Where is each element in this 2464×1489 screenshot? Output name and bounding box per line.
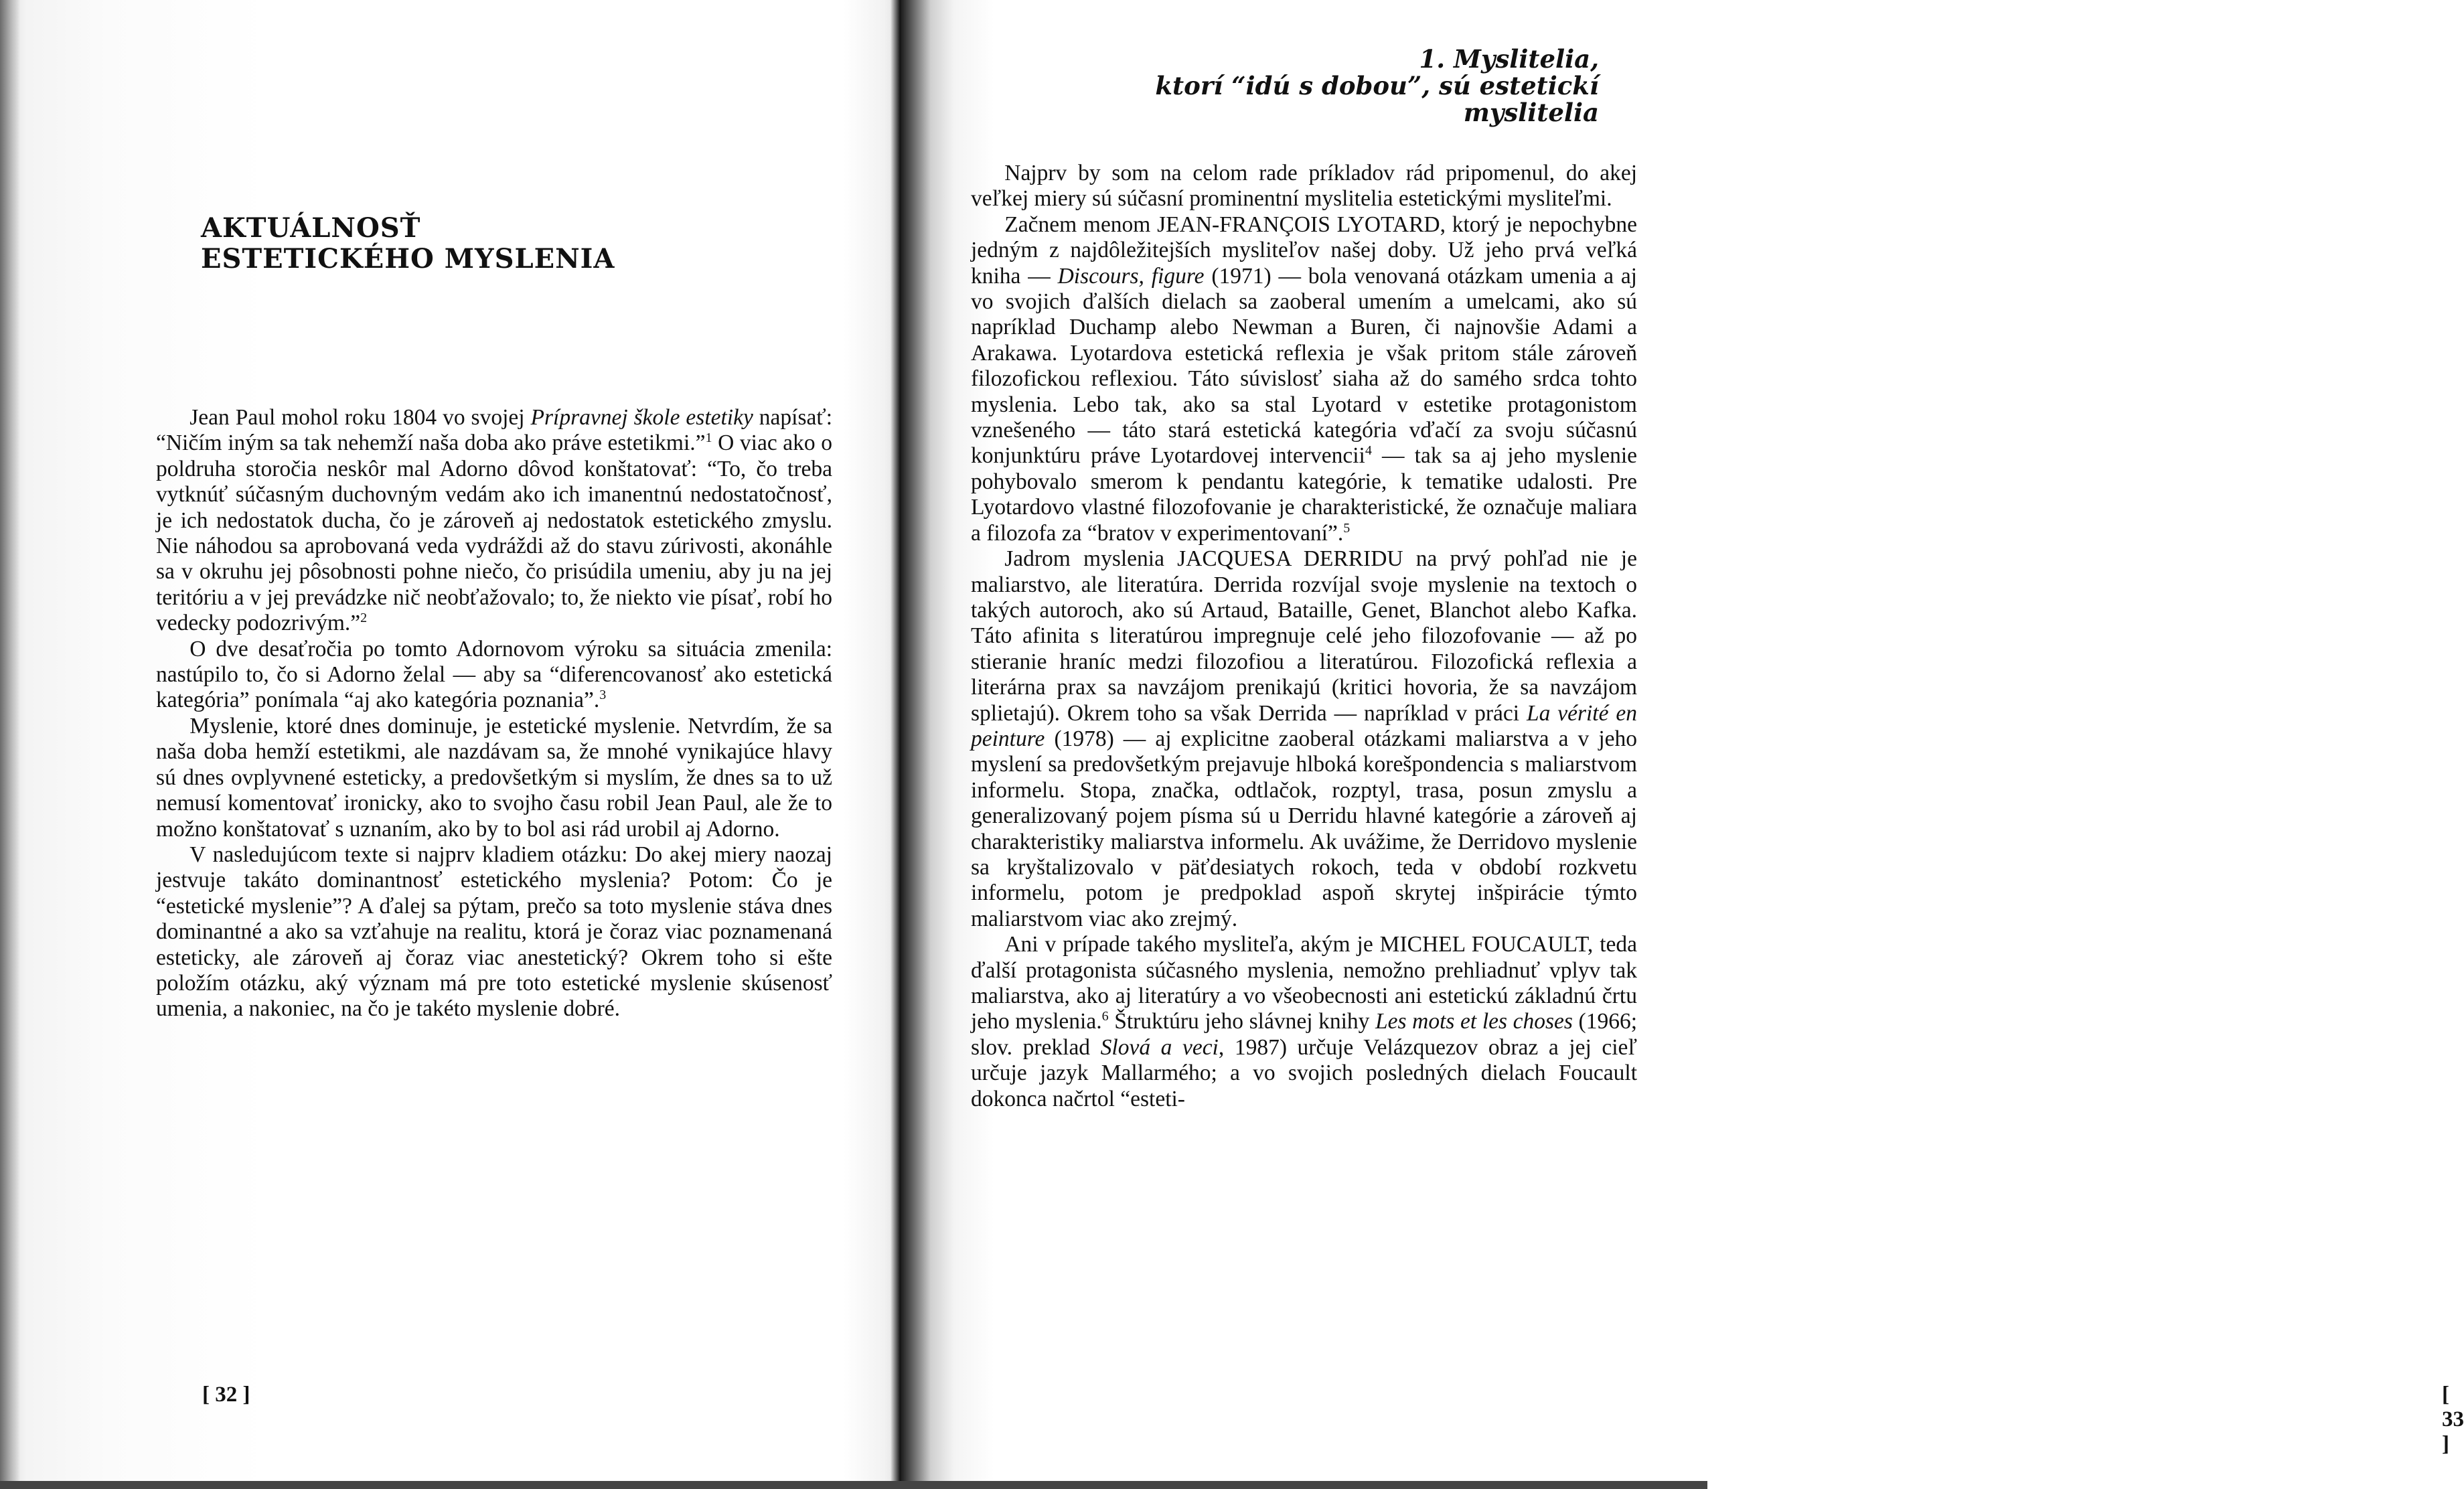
book-title: La vérité en peinture <box>971 700 1637 751</box>
text-run: Štruktúru jeho slávnej knihy <box>1108 1009 1376 1034</box>
text-run: , 1987) určuje Velázquezov obraz a jej cieľ určuje jazyk Mallarmého; a vo svojich posledných dielach Foucault dokonca načrtol “esteti- <box>971 1034 1638 1111</box>
paragraph <box>156 637 832 714</box>
text-run: O viac ako o poldruha storočia neskôr mal Adorno dôvod konštatovať: “To, čo treba vytknúť súčasným duchovným vedám ako ich imanentnú nedostatočnosť, je ich nedostatok ducha, čo je zároveň aj nedostatok estetického zmyslu. Nie náhodou sa aprobovaná veda vydráždi až do stavu zúrivosti, akonáhle sa v okruhu jej pôsobnosti pohne niečo, čo prisúdila umeniu, aby ju na jej teritóriu a v jej prevádzke nič neobťažovalo; to, že niekto vie písať, robí ho vedecky podozrivým.” <box>156 430 833 636</box>
paragraph <box>156 842 832 1022</box>
text-run: (1966; slov. preklad <box>971 1009 1638 1060</box>
book-title: Discours, figure <box>1057 263 1205 289</box>
scan-bottom-edge <box>0 1481 1707 1489</box>
right-body-text <box>971 161 1637 1112</box>
text-run: (1978) — aj explicitne zaoberal otázkami maliarstva a v jeho myslení sa predovšetkým prejavuje hlboká korešpondencia s maliarstvom informelu. Stopa, značka, odtlačok, rozptyl, trasa, posun zmyslu a generalizovaný pojem písma sú u Derridu hlavné kategórie a zároveň aj charakteristiky maliarstva informelu. Ak uvážime, že Derridovo myslenie sa kryštalizovalo v päťdesiatych rokoch, teda v období rozkvetu informelu, potom je predpoklad aspoň skrytej inšpirácie týmto maliarstvom viac ako zrejmý. <box>971 726 1637 931</box>
book-title: Les mots et les choses <box>1375 1009 1573 1034</box>
text-run: O dve desaťročia po tomto Adornovom výroku sa situácia zmenila: nastúpilo to, čo si Adorno želal — aby sa “diferencovanosť ako estetická kategória” ponímala “aj ako kategória poznania”. <box>156 636 832 713</box>
chapter-title <box>201 213 737 275</box>
footnote-ref: 6 <box>1101 1009 1109 1024</box>
paragraph <box>156 405 832 637</box>
section-heading-line-3: myslitelia <box>1463 98 1599 127</box>
text-run: Jean Paul mohol roku 1804 vo svojej <box>189 405 531 430</box>
text-run: napísať: “Ničím iným sa tak nehemží naša doba ako práve estetikmi.” <box>156 405 833 456</box>
chapter-title-line-2: ESTETICKÉHO MYSLENIA <box>201 243 615 275</box>
text-run: Myslenie, ktoré dnes dominuje, je estetické myslenie. Netvrdím, že sa naša doba hemží estetikmi, ale nazdávam sa, že mnohé vynikajúce hlavy sú dnes ovplyvnené esteticky, a predovšetkým si myslím, že dnes sa to už nemusí komentovať ironicky, ako to svojho času robil Jean Paul, ale že to možno konštatovať s uznaním, ako by to bol asi rád urobil aj Adorno. <box>156 713 832 842</box>
text-run: (1971) — bola venovaná otázkam umenia a aj vo svojich ďalších dielach sa zaoberal umením a umelcami, ako sú napríklad Duchamp alebo Newman a Buren, či najnovšie Adami a Arakawa. Lyotardova estetická reflexia je však pritom stále zároveň filozofickou reflexiou. Táto súvislosť siaha až do samého srdca tohto myslenia. Lebo tak, ako sa stal Lyotard v estetike protagonistom vznešeného — táto stará estetická kategória vďačí za svoju súčasnú konjunktúru práve Lyotardovej intervencii <box>971 263 1637 469</box>
page-number-right: [ 33 ] <box>2442 1383 2464 1456</box>
text-run: — tak sa aj jeho myslenie pohybovalo smerom k pendantu kategórie, k tematike udalosti. Pre Lyotardovo vlastné filozofovanie je charakteristické, že označuje maliara a filozofa za “bratov v experimentovaní”. <box>971 443 1637 546</box>
text-run: V nasledujúcom texte si najprv kladiem otázku: Do akej miery naozaj jestvuje takáto dominantnosť estetického myslenia? Potom: Čo je “estetické myslenie”? A ďalej sa pýtam, prečo sa toto myslenie stáva dnes dominantné a ako sa vzťahuje na realitu, ktorá je čoraz viac poznamenaná esteticky, ale zároveň aj čoraz viac anestetický? Okrem toho si ešte položím otázku, aký význam má pre toto estetické myslenie skúsenosť umenia, a nakoniec, na čo je takéto myslenie dobré. <box>156 842 832 1022</box>
left-body-text <box>156 405 832 1022</box>
section-heading-line-1: 1. Myslitelia, <box>1419 44 1599 74</box>
chapter-title-line-1: AKTUÁLNOSŤ <box>201 212 421 244</box>
paragraph <box>971 932 1637 1112</box>
text-run: Ani v prípade takého mysliteľa, akým je MICHEL FOUCAULT, teda ďalší protagonista súčasného myslenia, nemožno prehliadnuť vplyv tak maliarstva, ako aj literatúry a vo všeobecnosti ani estetickú základnú črtu jeho myslenia. <box>971 932 1637 1034</box>
text-run: Začnem menom JEAN-FRANÇOIS LYOTARD, ktorý je nepochybne jedným z najdôležitejších mysliteľov našej doby. Už jeho prvá veľká kniha — <box>971 212 1637 289</box>
text-run: Najprv by som na celom rade príkladov rád pripomenul, do akej veľkej miery sú súčasní prominentní myslitelia estetickými mysliteľmi. <box>971 161 1637 212</box>
section-heading <box>1155 46 1599 126</box>
paragraph <box>971 161 1637 212</box>
left-page <box>0 0 901 1489</box>
paragraph <box>156 714 832 842</box>
book-title: Prípravnej škole estetiky <box>530 405 753 430</box>
section-heading-line-2: ktorí “idú s dobou”, sú estetickí <box>1155 71 1599 100</box>
page-edge-shadow <box>0 0 20 1489</box>
text-run: Jadrom myslenia JACQUESA DERRIDU na prvý pohľad nie je maliarstvo, ale literatúra. Derrida rozvíjal svoje myslenie na textoch o takých autoroch, ako sú Artaud, Bataille, Genet, Blanchot alebo Kafka. Táto afinita s literatúrou impregnuje celé jeho filozofovanie — až po stieranie hraníc medzi filozofiou a literatúrou. Filozofická reflexia a literárna prax sa navzájom prenikajú (kritici hovoria, že sa navzájom splietajú). Okrem toho sa však Derrida — napríklad v práci <box>971 546 1637 726</box>
footnote-ref: 1 <box>705 430 712 446</box>
footnote-ref: 3 <box>599 688 607 703</box>
paragraph <box>971 546 1637 932</box>
paragraph <box>971 212 1637 546</box>
footnote-ref: 5 <box>1343 520 1351 536</box>
footnote-ref: 2 <box>360 611 368 626</box>
book-title: Slová a veci <box>1100 1034 1219 1060</box>
page-number-left: [ 32 ] <box>202 1383 250 1407</box>
footnote-ref: 4 <box>1365 443 1372 459</box>
